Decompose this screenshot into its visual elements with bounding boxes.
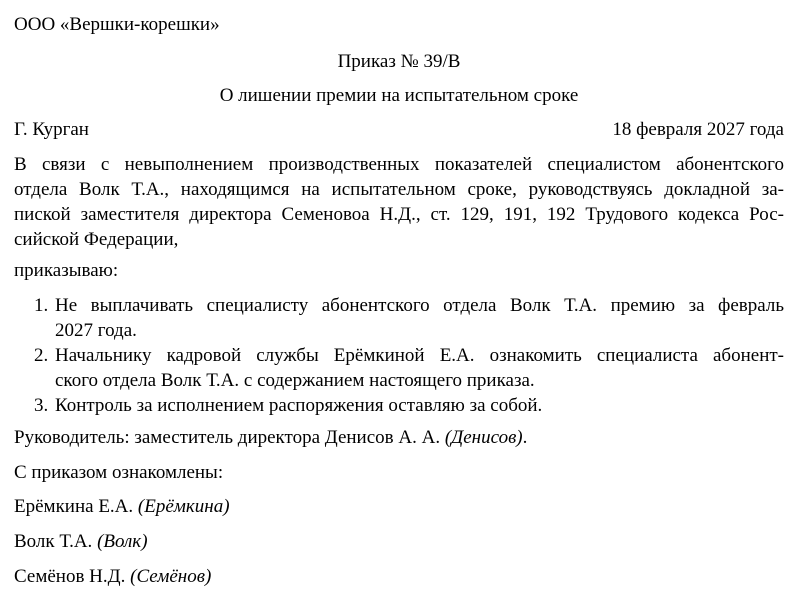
order-subject: О лишении премии на испытательном сроке (219, 85, 579, 106)
person-name: Семёнов Н.Д. (14, 566, 126, 587)
preamble-line: В связи с невыполнением производственных показателей специалистом абонентского (14, 154, 784, 175)
item-text: ского отдела Волк Т.А. с содержанием настоящего приказа. (55, 370, 535, 391)
director-signature: (Денисов) (444, 427, 523, 448)
preamble-line: сийской Федерации, (14, 229, 179, 250)
item-text: 2027 года. (55, 320, 137, 341)
organization-name: ООО «Вершки-корешки» (14, 14, 220, 35)
order-city: Г. Курган (14, 119, 89, 140)
list-item (34, 293, 784, 343)
item-text: Не выплачивать специалисту абонентского отдела Волк Т.А. премию за февраль (55, 295, 784, 316)
preamble-line: отдела Волк Т.А., находящимся на испытательном сроке, руководствуясь докладной за- (14, 179, 784, 200)
person-name: Ерёмкина Е.А. (14, 496, 134, 517)
director-line (14, 427, 527, 449)
list-item (34, 343, 784, 393)
item-number: 3. (34, 395, 49, 416)
city-date-row (14, 119, 784, 141)
order-items-list (34, 293, 784, 418)
acquainted-person (14, 496, 230, 518)
acquainted-person (14, 566, 211, 588)
person-signature: (Семёнов) (130, 566, 212, 587)
preamble-line: пиской заместителя директора Семеновоа Н.Д., ст. 129, 191, 192 Трудового кодекса Рос- (14, 204, 784, 225)
acquainted-person (14, 531, 148, 553)
person-signature: (Ерёмкина) (137, 496, 230, 517)
director-label: Руководитель: заместитель директора Денисов А. А. (14, 427, 441, 448)
order-date: 18 февраля 2027 года (612, 119, 784, 140)
director-suffix: . (522, 427, 528, 448)
order-title: Приказ № 39/В (337, 51, 461, 72)
item-number: 2. (34, 345, 49, 366)
item-number: 1. (34, 295, 49, 316)
person-name: Волк Т.А. (14, 531, 93, 552)
preamble-paragraph (14, 152, 784, 252)
item-text: Контроль за исполнением распоряжения оставляю за собой. (55, 395, 543, 416)
list-item (34, 393, 784, 418)
acquainted-heading: С приказом ознакомлены: (14, 462, 224, 483)
item-text: Начальнику кадровой службы Ерёмкиной Е.А. ознакомить специалиста абонент- (55, 345, 784, 366)
order-word: приказываю: (14, 260, 119, 281)
person-signature: (Волк) (97, 531, 148, 552)
